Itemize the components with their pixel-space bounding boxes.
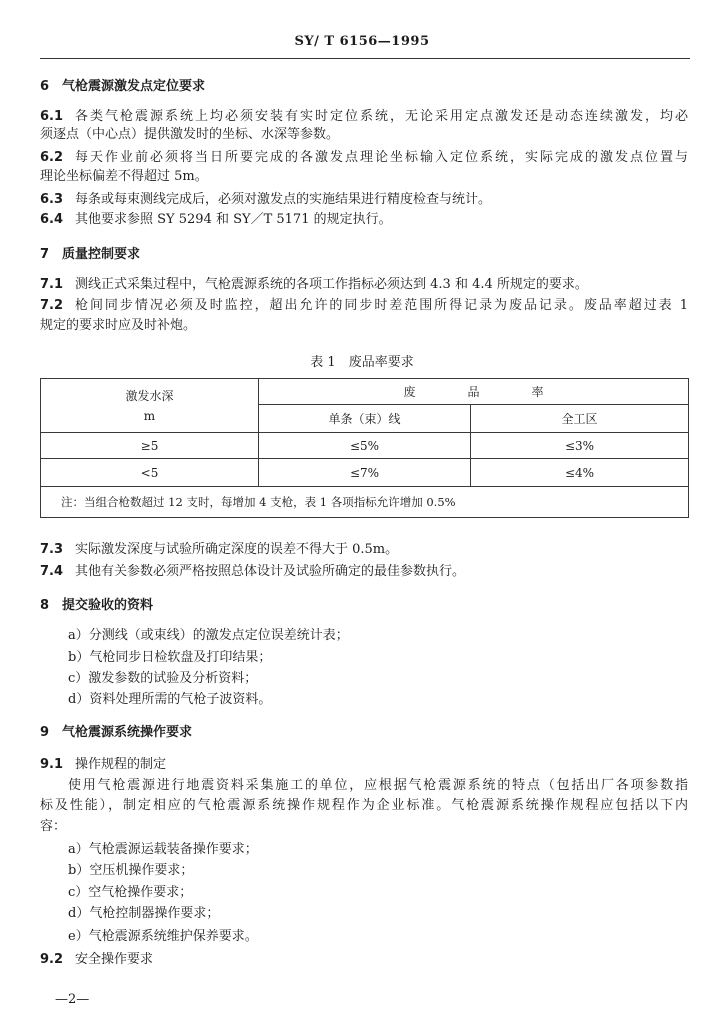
section-7-title: 质量控制要求: [62, 247, 141, 262]
whole-area-header: 全工区: [471, 405, 689, 433]
clause-9-1-para-line-3: 容：: [40, 819, 67, 834]
rate-header-cell: [259, 379, 689, 405]
clause-6-3-text: 每条或每束测线完成后，必须对激发点的实施结果进行精度检查与统计。: [75, 192, 492, 207]
single-line-header: 单条（束）线: [259, 405, 471, 433]
clause-6-2-line-1: 每天作业前必须将当日所要完成的各激发点理论坐标输入定位系统，实际完成的激发点位置与: [75, 150, 688, 165]
clause-6-1-line-1: 各类气枪震源系统上均必须安装有实时定位系统，无论采用定点激发还是动态连续激发，均必: [75, 109, 688, 124]
clause-7-1-text: 测线正式采集过程中，气枪震源系统的各项工作指标必须达到 4.3 和 4.4 所规定的要求。: [75, 277, 588, 292]
clause-7-3-number: 7.3: [40, 542, 64, 557]
depth-header-unit: m: [143, 408, 156, 423]
clause-9-1-para-line-2: 标及性能），制定相应的气枪震源系统操作规程作为企业标准。气枪震源系统操作规程应包括以下内: [40, 798, 688, 813]
header-rule: [40, 58, 690, 59]
list-item: c）激发参数的试验及分析资料；: [68, 671, 258, 686]
single-line-rate-cell: ≤7%: [259, 459, 471, 487]
table-row: [41, 433, 689, 459]
clause-7-2-number: 7.2: [40, 298, 64, 313]
clause-7-4-text: 其他有关参数必须严格按照总体设计及试验所确定的最佳参数执行。: [75, 564, 466, 579]
clause-6-1-line-2: 须逐点（中心点）提供激发时的坐标、水深等参数。: [40, 127, 340, 142]
section-6-number: 6: [40, 79, 50, 94]
section-6-title: 气枪震源激发点定位要求: [62, 79, 206, 94]
clause-7-2-line-2: 规定的要求时应及时补炮。: [40, 318, 197, 333]
whole-area-rate-cell: ≤3%: [471, 433, 689, 459]
clause-7-3-text: 实际激发深度与试验所确定深度的误差不得大于 0.5m。: [75, 542, 399, 557]
depth-cell: ≥5: [41, 433, 259, 459]
clause-6-1-number: 6.1: [40, 109, 64, 124]
clause-7-2-line-1: 枪间同步情况必须及时监控，超出允许的同步时差范围所得记录为废品记录。废品率超过表 1: [75, 298, 688, 313]
reject-rate-table: [40, 378, 689, 518]
section-8-title: 提交验收的资料: [62, 598, 154, 613]
table-row: [41, 459, 689, 487]
clause-6-4-number: 6.4: [40, 212, 64, 227]
clause-6-4-text: 其他要求参照 SY 5294 和 SY／T 5171 的规定执行。: [75, 212, 392, 227]
clause-9-2-number: 9.2: [40, 952, 64, 967]
page-number: —2—: [55, 992, 90, 1007]
list-item: b）气枪同步日检软盘及打印结果；: [68, 650, 272, 665]
list-item: a）气枪震源运载装备操作要求；: [68, 842, 258, 857]
clause-7-1-number: 7.1: [40, 277, 64, 292]
rate-header-label: 废品率: [403, 385, 596, 399]
list-item: e）气枪震源系统维护保养要求。: [68, 929, 258, 944]
list-item: d）气枪控制器操作要求；: [68, 906, 220, 921]
clause-9-1-title: 操作规程的制定: [75, 757, 167, 772]
clause-6-2-line-2: 理论坐标偏差不得超过 5m。: [40, 169, 208, 184]
list-item: b）空压机操作要求；: [68, 863, 194, 878]
list-item: d）资料处理所需的气枪子波资料。: [68, 692, 272, 707]
list-item: c）空气枪操作要求；: [68, 885, 193, 900]
section-7-number: 7: [40, 247, 50, 262]
list-item: a）分测线（或束线）的激发点定位误差统计表；: [68, 628, 349, 643]
table-1-caption: 表 1 废品率要求: [310, 355, 414, 370]
clause-6-3-number: 6.3: [40, 192, 64, 207]
section-9-title: 气枪震源系统操作要求: [62, 725, 193, 740]
whole-area-rate-cell: ≤4%: [471, 459, 689, 487]
depth-cell: <5: [41, 459, 259, 487]
clause-6-2-number: 6.2: [40, 150, 64, 165]
clause-9-1-para-line-1: 使用气枪震源进行地震资料采集施工的单位，应根据气枪震源系统的特点（包括出厂各项参数指: [68, 778, 688, 793]
clause-9-1-number: 9.1: [40, 757, 64, 772]
clause-7-4-number: 7.4: [40, 564, 64, 579]
clause-9-2-title: 安全操作要求: [75, 952, 154, 967]
depth-header-cell: [41, 379, 259, 433]
table-note: 注：当组合枪数超过 12 支时，每增加 4 支枪，表 1 各项指标允许增加 0.5%: [41, 487, 689, 518]
single-line-rate-cell: ≤5%: [259, 433, 471, 459]
section-8-number: 8: [40, 598, 50, 613]
section-9-number: 9: [40, 725, 50, 740]
standard-code-header: SY/ T 6156—1995: [294, 34, 430, 49]
depth-header-label: 激发水深: [125, 388, 174, 403]
